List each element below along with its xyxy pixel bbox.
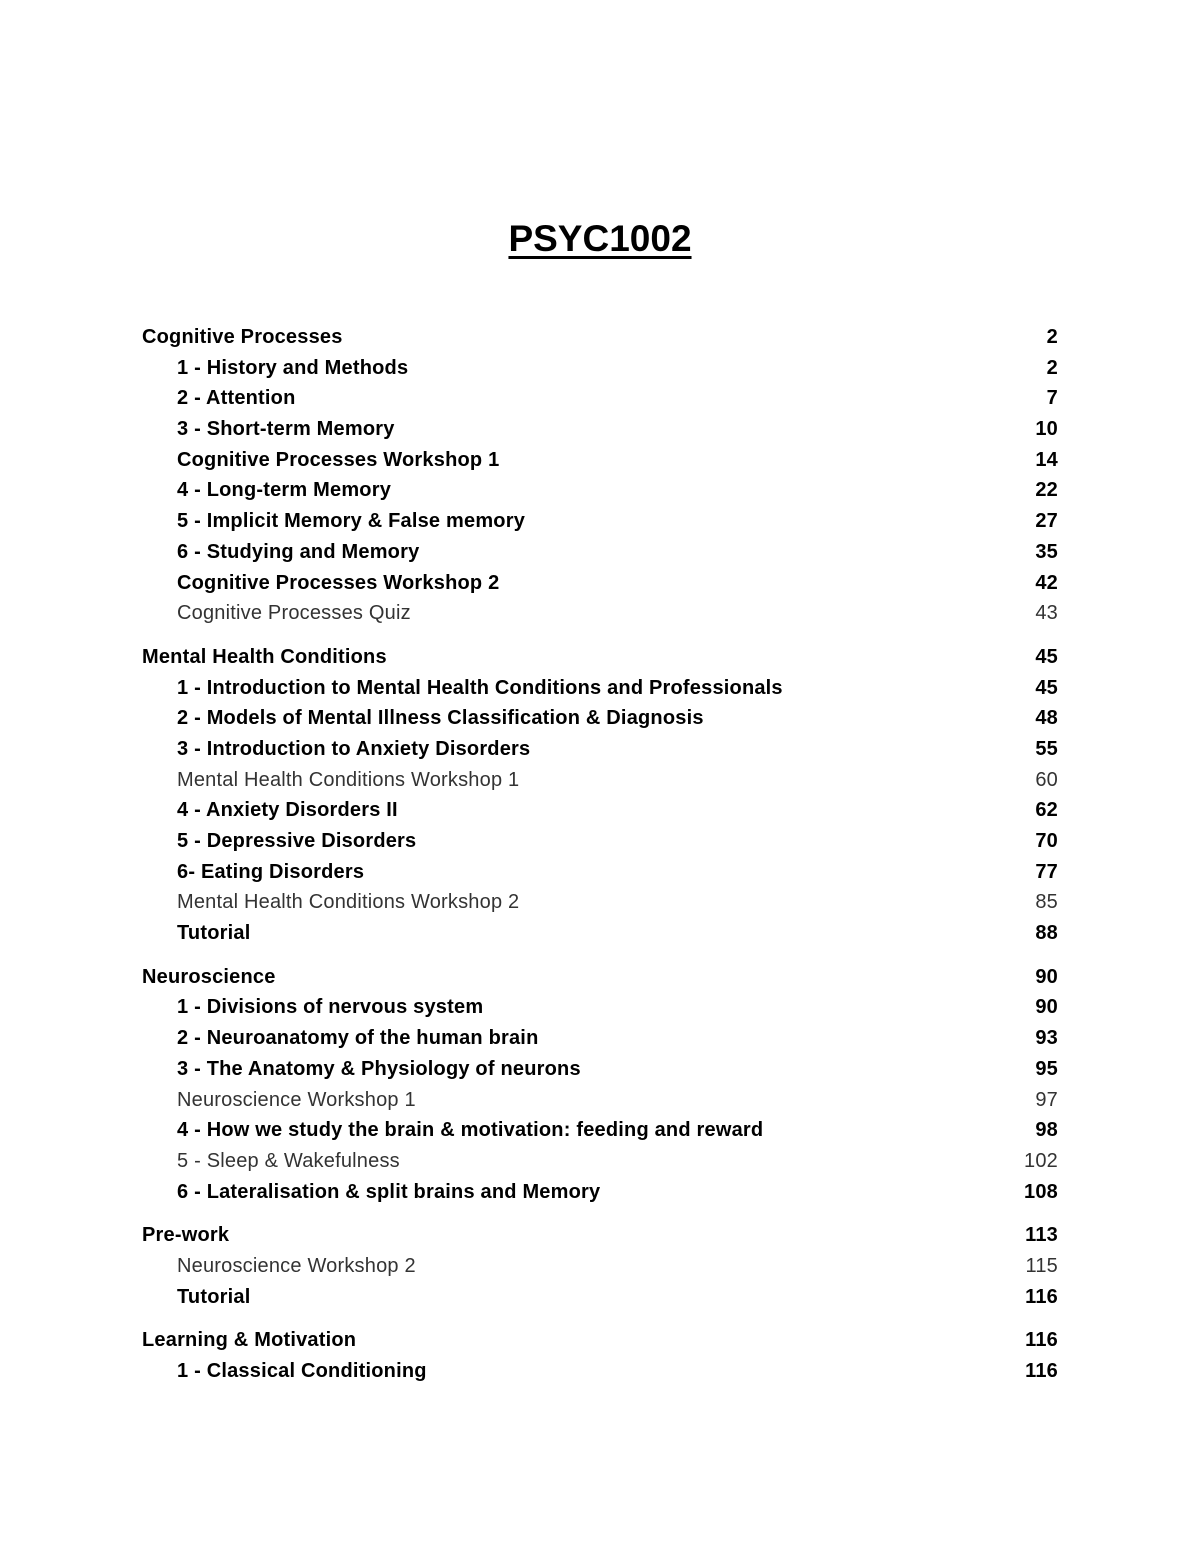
toc-entry[interactable] <box>142 765 1058 796</box>
toc-section-heading[interactable] <box>142 1325 1058 1356</box>
toc-entry[interactable] <box>142 1177 1058 1208</box>
toc-entry-page-number: 77 <box>1035 860 1058 883</box>
toc-entry-label: 4 - How we study the brain & motivation: feeding and reward <box>177 1119 764 1142</box>
toc-entry-label: Neuroscience Workshop 1 <box>177 1088 416 1111</box>
toc-entry-page-number: 2 <box>1046 356 1058 379</box>
toc-entry[interactable] <box>142 1282 1058 1313</box>
toc-entry-label: Cognitive Processes Quiz <box>177 602 411 625</box>
toc-section-label: Pre-work <box>142 1224 230 1247</box>
toc-entry-page-number: 98 <box>1035 1119 1058 1142</box>
toc-entry-page-number: 102 <box>1024 1149 1058 1172</box>
toc-entry[interactable] <box>142 383 1058 414</box>
toc-entry-label: 4 - Anxiety Disorders II <box>177 799 398 822</box>
toc-entry[interactable] <box>142 1146 1058 1177</box>
toc-entry-page-number: 48 <box>1035 707 1058 730</box>
toc-entry[interactable] <box>142 857 1058 888</box>
toc-section-label: Neuroscience <box>142 965 276 988</box>
toc-entry[interactable] <box>142 1251 1058 1282</box>
toc-entry-page-number: 22 <box>1035 479 1058 502</box>
toc-section <box>142 1325 1058 1386</box>
toc-entry-label: Mental Health Conditions Workshop 2 <box>177 891 520 914</box>
toc-entry[interactable] <box>142 1054 1058 1085</box>
toc-entry[interactable] <box>142 353 1058 384</box>
toc-entry-label: 1 - History and Methods <box>177 356 409 379</box>
toc-entry-label: Tutorial <box>177 1285 251 1308</box>
toc-entry-page-number: 90 <box>1035 996 1058 1019</box>
toc-entry-label: 2 - Attention <box>177 387 296 410</box>
toc-section <box>142 642 1058 949</box>
toc-entry-label: Tutorial <box>177 922 251 945</box>
toc-entry[interactable] <box>142 918 1058 949</box>
toc-entry[interactable] <box>142 506 1058 537</box>
toc-entry[interactable] <box>142 795 1058 826</box>
toc-entry[interactable] <box>142 537 1058 568</box>
toc-entry-label: Mental Health Conditions Workshop 1 <box>177 768 520 791</box>
toc-entry-label: 5 - Implicit Memory & False memory <box>177 510 526 533</box>
toc-entry-label: 6- Eating Disorders <box>177 860 365 883</box>
toc-entry-page-number: 60 <box>1035 768 1058 791</box>
toc-entry-page-number: 95 <box>1035 1057 1058 1080</box>
toc-entry[interactable] <box>142 734 1058 765</box>
toc-entry-page-number: 27 <box>1035 510 1058 533</box>
toc-section-page-number: 113 <box>1025 1224 1058 1247</box>
toc-section-page-number: 2 <box>1046 326 1058 348</box>
toc-entry-page-number: 88 <box>1035 922 1058 945</box>
toc-section-label: Learning & Motivation <box>142 1329 357 1352</box>
toc-entry[interactable] <box>142 1115 1058 1146</box>
toc-entry-label: 3 - Short-term Memory <box>177 418 395 441</box>
toc-entry-page-number: 43 <box>1035 602 1058 625</box>
toc-entry[interactable] <box>142 992 1058 1023</box>
toc-entry[interactable] <box>142 445 1058 476</box>
toc-entry-label: 1 - Classical Conditioning <box>177 1360 427 1382</box>
toc-entry[interactable] <box>142 568 1058 599</box>
toc-entry[interactable] <box>142 1023 1058 1054</box>
toc-entry-page-number: 93 <box>1035 1027 1058 1050</box>
toc-entry-label: 1 - Introduction to Mental Health Conditions and Professionals <box>177 676 783 699</box>
toc-entry-page-number: 55 <box>1035 737 1058 760</box>
toc-entry-page-number: 45 <box>1035 676 1058 699</box>
toc-section-heading[interactable] <box>142 962 1058 993</box>
toc-entry[interactable] <box>142 598 1058 629</box>
toc-entry-label: 2 - Models of Mental Illness Classification & Diagnosis <box>177 707 704 730</box>
document-title <box>0 215 1200 263</box>
toc-section-heading[interactable] <box>142 1220 1058 1251</box>
toc-entry-page-number: 97 <box>1035 1088 1058 1111</box>
toc-entry-label: 6 - Lateralisation & split brains and Memory <box>177 1180 601 1203</box>
toc-entry-page-number: 116 <box>1025 1285 1058 1308</box>
toc-entry-label: 3 - Introduction to Anxiety Disorders <box>177 737 531 760</box>
toc-entry-page-number: 7 <box>1046 387 1058 410</box>
toc-entry-label: Cognitive Processes Workshop 1 <box>177 448 500 471</box>
toc-section-heading[interactable] <box>142 322 1058 353</box>
toc-entry-page-number: 62 <box>1035 799 1058 822</box>
toc-entry-page-number: 85 <box>1035 891 1058 914</box>
toc-entry-page-number: 115 <box>1025 1254 1058 1277</box>
document-title-text: PSYC1002 <box>508 218 692 259</box>
toc-entry-label: 4 - Long-term Memory <box>177 479 392 502</box>
toc-entry-label: Cognitive Processes Workshop 2 <box>177 571 500 594</box>
toc-entry-page-number: 14 <box>1035 448 1058 471</box>
toc-entry-page-number: 42 <box>1035 571 1058 594</box>
toc-entry[interactable] <box>142 1085 1058 1116</box>
toc-entry[interactable] <box>142 673 1058 704</box>
toc-entry-label: 1 - Divisions of nervous system <box>177 996 484 1019</box>
toc-entry-page-number: 116 <box>1025 1360 1058 1382</box>
toc-section <box>142 962 1058 1208</box>
toc-section-page-number: 90 <box>1035 965 1058 988</box>
toc-entry[interactable] <box>142 887 1058 918</box>
toc-entry-label: 2 - Neuroanatomy of the human brain <box>177 1027 539 1050</box>
toc-entry[interactable] <box>142 703 1058 734</box>
toc-entry-label: 5 - Sleep & Wakefulness <box>177 1149 400 1172</box>
toc-entry-page-number: 35 <box>1035 540 1058 563</box>
toc-entry-label: 5 - Depressive Disorders <box>177 830 417 852</box>
toc-section-heading[interactable] <box>142 642 1058 673</box>
toc-entry-page-number: 10 <box>1035 418 1058 441</box>
toc-entry[interactable] <box>142 414 1058 445</box>
toc-entry-label: 3 - The Anatomy & Physiology of neurons <box>177 1057 581 1080</box>
toc-entry-page-number: 70 <box>1035 830 1058 852</box>
toc-section <box>142 1220 1058 1312</box>
toc-entry[interactable] <box>142 475 1058 506</box>
toc-entry-label: Neuroscience Workshop 2 <box>177 1254 416 1277</box>
table-of-contents <box>142 322 1058 1400</box>
toc-section <box>142 322 1058 629</box>
toc-section-page-number: 116 <box>1025 1329 1058 1352</box>
toc-entry-page-number: 108 <box>1024 1180 1058 1203</box>
toc-section-page-number: 45 <box>1035 645 1058 668</box>
toc-entry[interactable] <box>142 826 1058 857</box>
toc-section-label: Mental Health Conditions <box>142 645 387 668</box>
toc-section-label: Cognitive Processes <box>142 326 343 348</box>
toc-entry[interactable] <box>142 1356 1058 1387</box>
toc-entry-label: 6 - Studying and Memory <box>177 540 420 563</box>
